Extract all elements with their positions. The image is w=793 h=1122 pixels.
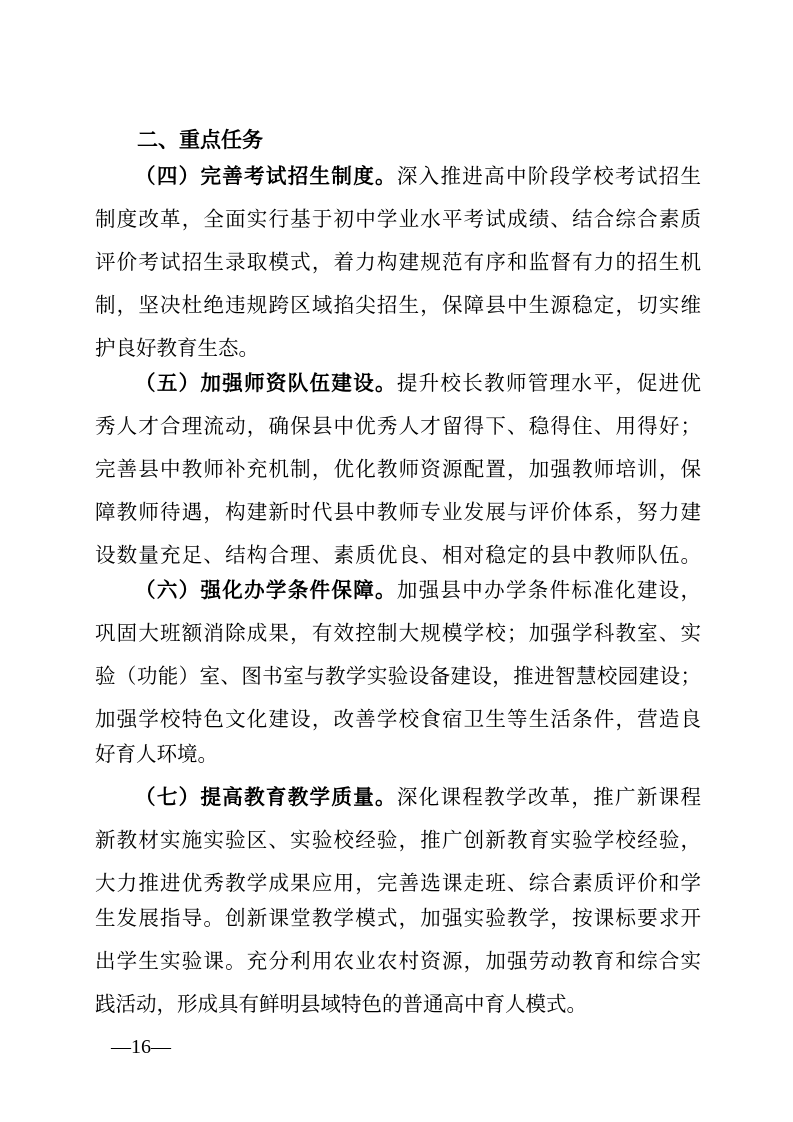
paragraph-line — [135, 779, 701, 815]
paragraph-line: 生发展指导。创新课堂教学模式，加强实验教学，按课标要求开 — [95, 906, 701, 930]
paragraph-lead: （五）加强师资队伍建设。 — [135, 371, 397, 395]
paragraph-line: 制度改革，全面实行基于初中学业水平考试成绩、结合综合素质 — [95, 207, 701, 231]
paragraph-lead: （七）提高教育教学质量。 — [135, 785, 397, 809]
paragraph-text: 加强县中办学条件标准化建设， — [396, 578, 702, 602]
paragraph-line — [135, 365, 701, 401]
paragraph-line: 好育人环境。 — [95, 742, 218, 766]
paragraph-line — [135, 158, 701, 194]
paragraph-line: 验（功能）室、图书室与教学实验设备建设，推进智慧校园建设； — [95, 664, 701, 688]
paragraph-line: 践活动，形成具有鲜明县域特色的普通高中育人模式。 — [95, 992, 587, 1016]
paragraph-line: 评价考试招生录取模式，着力构建规范有序和监督有力的招生机 — [95, 250, 701, 274]
paragraph-lead: （四）完善考试招生制度。 — [135, 164, 397, 188]
paragraph-line: 巩固大班额消除成果，有效控制大规模学校；加强学科教室、实 — [95, 621, 701, 645]
paragraph-lead: （六）强化办学条件保障。 — [135, 578, 397, 602]
paragraph-line: 设数量充足、结构合理、素质优良、相对稳定的县中教师队伍。 — [95, 543, 701, 567]
paragraph-line: 护良好教育生态。 — [95, 336, 259, 360]
paragraph-line: 大力推进优秀教学成果应用，完善选课走班、综合素质评价和学 — [95, 871, 701, 895]
section-heading: 二、重点任务 — [137, 128, 263, 152]
page-number: —16— — [111, 1036, 171, 1058]
paragraph-text: 深化课程教学改革，推广新课程 — [396, 785, 702, 809]
paragraph-text: 提升校长教师管理水平，促进优 — [396, 371, 702, 395]
paragraph-line: 完善县中教师补充机制，优化教师资源配置，加强教师培训，保 — [95, 457, 701, 481]
paragraph-text: 深入推进高中阶段学校考试招生 — [396, 164, 702, 188]
paragraph-line: 出学生实验课。充分利用农业农村资源，加强劳动教育和综合实 — [95, 949, 701, 973]
paragraph-line — [135, 572, 701, 608]
paragraph-line: 障教师待遇，构建新时代县中教师专业发展与评价体系，努力建 — [95, 500, 701, 524]
paragraph-line: 新教材实施实验区、实验校经验，推广创新教育实验学校经验， — [95, 828, 701, 852]
paragraph-line: 秀人才合理流动，确保县中优秀人才留得下、稳得住、用得好； — [95, 414, 701, 438]
paragraph-line: 加强学校特色文化建设，改善学校食宿卫生等生活条件，营造良 — [95, 707, 701, 731]
paragraph-line: 制，坚决杜绝违规跨区域掐尖招生，保障县中生源稳定，切实维 — [95, 293, 701, 317]
